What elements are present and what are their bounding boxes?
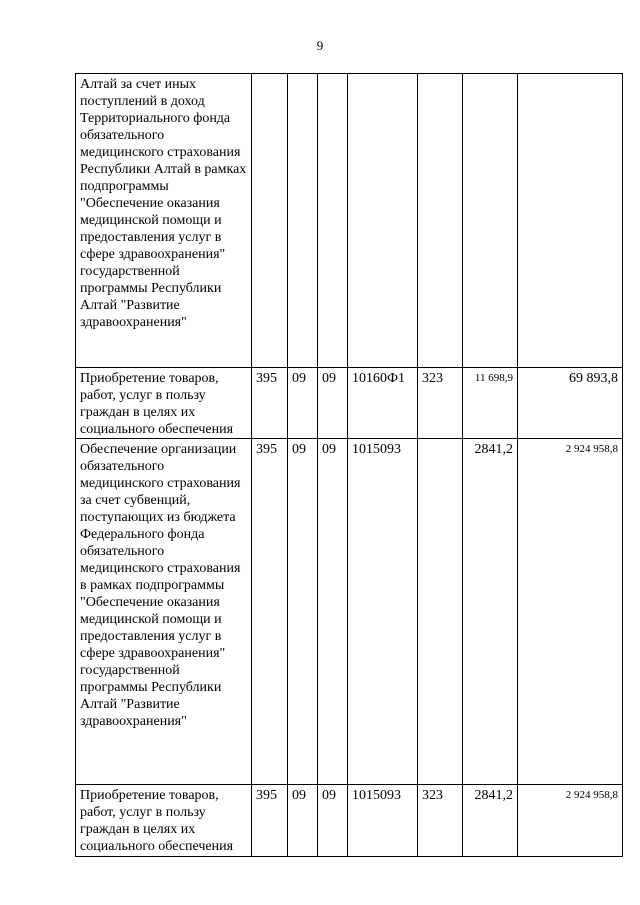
amount-cell-2: 2 924 958,8 <box>518 439 623 785</box>
expense-type-cell <box>418 439 463 785</box>
subsection-cell: 09 <box>318 439 348 785</box>
subsection-cell <box>318 74 348 368</box>
section-cell: 09 <box>288 439 318 785</box>
section-cell: 09 <box>288 785 318 857</box>
grbs-cell <box>252 74 288 368</box>
target-article-cell <box>348 74 418 368</box>
table-row <box>76 368 623 439</box>
page-number: 9 <box>316 38 324 53</box>
amount-cell-2 <box>518 74 623 368</box>
subsection-cell: 09 <box>318 785 348 857</box>
target-article-cell: 10160Ф1 <box>348 368 418 439</box>
expense-type-cell: 323 <box>418 785 463 857</box>
expense-name-cell: Приобретение товаров, работ, услуг в пользу граждан в целях их социального обеспечения <box>76 785 252 857</box>
expense-name-cell: Алтай за счет иных поступлений в доход Территориального фонда обязательного медицинского страхования Республики Алтай в рамках подпрограммы "Обеспечение оказания медицинской помощи и предоставления услуг в сфере здравоохранения" государственной программы Республики Алтай "Развитие здравоохранения" <box>76 74 252 368</box>
amount-cell-2: 69 893,8 <box>518 368 623 439</box>
section-cell: 09 <box>288 368 318 439</box>
table-row <box>76 74 623 368</box>
table-row <box>76 785 623 857</box>
budget-table <box>75 73 623 857</box>
target-article-cell: 1015093 <box>348 785 418 857</box>
expense-name-cell: Обеспечение организации обязательного медицинского страхования за счет субвенций, поступающих из бюджета Федерального фонда обязательного медицинского страхования в рамках подпрограммы "Обеспечение оказания медицинской помощи и предоставления услуг в сфере здравоохранения" государственной программы Республики Алтай "Развитие здравоохранения" <box>76 439 252 785</box>
table-row <box>76 439 623 785</box>
amount-cell-2: 2 924 958,8 <box>518 785 623 857</box>
expense-type-cell: 323 <box>418 368 463 439</box>
subsection-cell: 09 <box>318 368 348 439</box>
expense-name-cell: Приобретение товаров, работ, услуг в пользу граждан в целях их социального обеспечения <box>76 368 252 439</box>
amount-cell-1 <box>463 74 518 368</box>
section-cell <box>288 74 318 368</box>
grbs-cell: 395 <box>252 368 288 439</box>
amount-cell-1: 2841,2 <box>463 785 518 857</box>
target-article-cell: 1015093 <box>348 439 418 785</box>
expense-type-cell <box>418 74 463 368</box>
amount-cell-1: 2841,2 <box>463 439 518 785</box>
grbs-cell: 395 <box>252 785 288 857</box>
grbs-cell: 395 <box>252 439 288 785</box>
amount-cell-1: 11 698,9 <box>463 368 518 439</box>
